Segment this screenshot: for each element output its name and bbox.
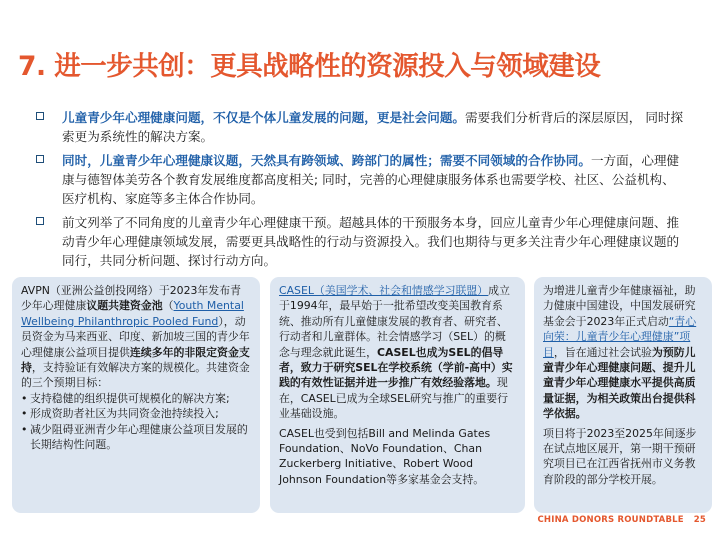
avpn-bold: 议题共建资金池 xyxy=(86,299,163,313)
cdrf-text: 为增进儿童青少年健康福祉，助力健康中国建设，中国发展研究基金会于2023年正式启动 xyxy=(543,284,696,328)
avpn-case-box xyxy=(12,277,260,513)
casel-bold: CASEL也成为SEL的倡导者，致力于研究SEL在学校系统（学前-高中）实践的有效性证据并进一步推广有效经验落地。 xyxy=(279,345,513,390)
bullet-list xyxy=(36,108,686,275)
bullet-text: 需要我们分析背后的深层原因， 同时探索更为系统性的解决方案。 xyxy=(62,110,684,144)
footer xyxy=(537,515,706,525)
casel-text: 成立于1994年，最早始于一批希望改变美国教育系统、推动所有儿童健康发展的教育者、研究者、行动者和儿童群体。社会情感学习（SEL）的概念与理念就此诞生， xyxy=(279,284,510,359)
footer-org: CHINA DONORS ROUNDTABLE xyxy=(537,515,684,525)
square-bullet-icon xyxy=(36,112,44,120)
avpn-bold: 连续多年的非限定资金支持 xyxy=(21,345,250,375)
cdrf-text: ，旨在通过社会试验 xyxy=(553,345,652,359)
avpn-goal-item: • 形成资助者社区为共同资金池持续投入; xyxy=(21,406,251,421)
avpn-text: AVPN（亚洲公益创投网络）于2023年发布青少年心理健康 xyxy=(21,284,241,313)
avpn-goal-item: • 减少阻碍亚洲青少年心理健康公益项目发展的长期结构性问题。 xyxy=(21,422,251,453)
avpn-fund-link[interactable]: Youth Mental Wellbeing Philanthropic Pooled Fund xyxy=(21,299,244,328)
cdrf-schedule: 项目将于2023至2025年间逐步在试点地区展开，第一期干预研究项目已在江西省抚州市义务教育阶段的部分学校开展。 xyxy=(543,426,697,486)
casel-text: 现在，CASEL已成为全球SEL研究与推广的重要行业基础设施。 xyxy=(279,376,509,421)
square-bullet-icon xyxy=(36,155,44,163)
avpn-text: ），动员资金为马来西亚、印度、新加坡三国的青少年心理健康公益项目提供 xyxy=(21,314,250,359)
page-title: 7. 进一步共创：更具战略性的资源投入与领域建设 xyxy=(18,51,601,82)
casel-case-box xyxy=(270,277,525,513)
bullet-text: 一方面，心理健康与德智体美劳各个教育发展维度都高度相关; 同时，完善的心理健康服务体系也需要学校、社区、公益机构、医疗机构、家庭等多主体合作协同。 xyxy=(62,153,680,206)
casel-funders: CASEL也受到包括Bill and Melinda Gates Foundation、NoVo Foundation、Chan Zuckerberg Initiative、Robert Wood Johnson Foundation等多家基金会支持。 xyxy=(279,426,491,486)
avpn-text: ，支持验证有效解决方案的规模化。共建资金的三个预期目标： xyxy=(21,361,250,390)
page-number: 25 xyxy=(693,515,706,525)
cdrf-project-link[interactable]: “青心向荣：儿童青少年心理健康”项目 xyxy=(543,314,697,359)
bullet-item-2 xyxy=(36,151,686,208)
cdrf-bold: 为预防儿童青少年心理健康问题、提升儿童青少年心理健康水平提供高质量证据，为相关政策出台提供科学依据。 xyxy=(543,345,696,421)
avpn-goal-item: • 支持稳健的组织提供可规模化的解决方案; xyxy=(21,391,251,406)
square-bullet-icon xyxy=(36,217,44,225)
cdrf-case-box xyxy=(534,277,712,513)
bullet-text: 前文列举了不同角度的儿童青少年心理健康干预。超越具体的干预服务本身，回应儿童青少年心理健康问题、推动青少年心理健康领域发展，需要更具战略性的行动与资源投入。我们也期待与更多关注青少年心理健康议题的同行，共同分析问题、探讨行动方向。 xyxy=(62,215,680,268)
bullet-lead: 儿童青少年心理健康问题，不仅是个体儿童发展的问题，更是社会问题。 xyxy=(62,110,465,125)
casel-link[interactable]: CASEL（美国学术、社会和情感学习联盟） xyxy=(279,284,489,297)
bullet-item-1 xyxy=(36,108,686,146)
bullet-item-3 xyxy=(36,213,686,270)
bullet-lead: 同时，儿童青少年心理健康议题，天然具有跨领域、跨部门的属性；需要不同领域的合作协同。 xyxy=(62,153,591,168)
avpn-text: （ xyxy=(162,299,174,313)
